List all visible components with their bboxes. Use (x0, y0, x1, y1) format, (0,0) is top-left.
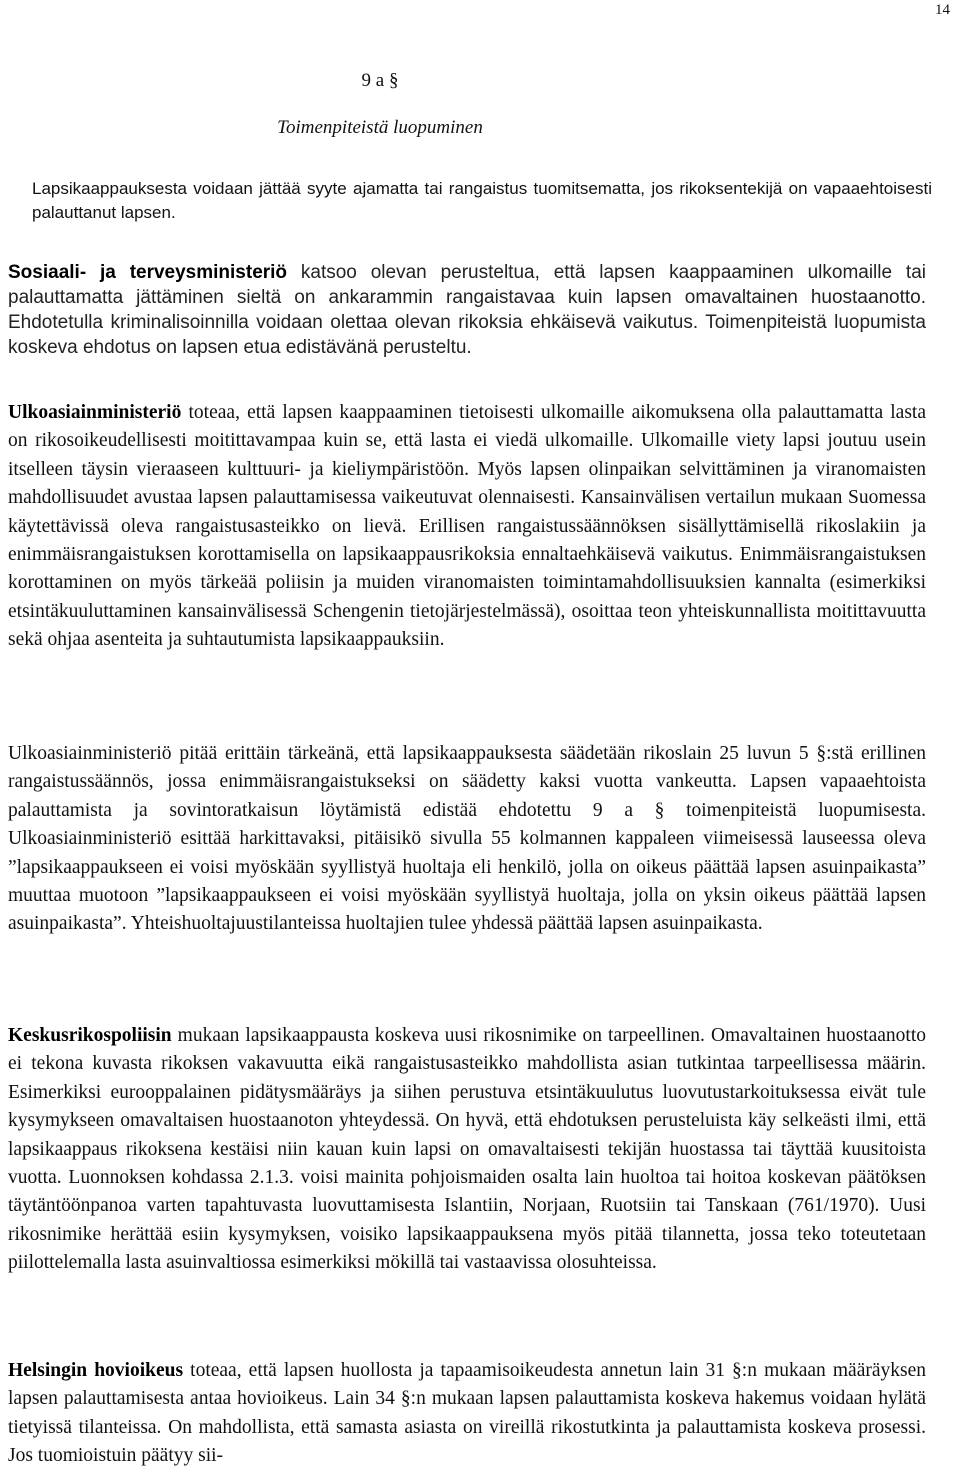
paragraph-ulkoasiainministerio-2 (8, 740, 926, 939)
paragraph-lead: Keskusrikospoliisin (8, 1025, 172, 1046)
paragraph-sosiaali-terveysministerio (8, 260, 926, 360)
section-title: Toimenpiteistä luopuminen (277, 117, 483, 138)
paragraph-keskusrikospoliisi (8, 1022, 926, 1278)
paragraph-text: toteaa, että lapsen huollosta ja tapaamisoikeudesta annetun lain 31 §:n mukaan määräyksen lapsen palauttamisesta antaa hovioikeus. Lain 34 §:n mukaan lapsen palauttamista koskeva hakemus voidaan hylätä tietyissä tilanteissa. On mahdollista, että samasta asiasta on vireillä rikostutkinta ja palauttamista koskeva prosessi. Jos tuomioistuin päätyy sii- (8, 1360, 927, 1467)
paragraph-lead: Ulkoasiainministeriö (8, 402, 182, 423)
paragraph-helsingin-hovioikeus (8, 1357, 926, 1471)
paragraph-text: Ulkoasiainministeriö pitää erittäin tärkeänä, että lapsikaappauksesta säädetään rikoslain 25 luvun 5 §:stä erillinen rangaistussäännös, jossa enimmäisrangaistukseksi on säädetty kaksi vuotta vankeutta. Lapsen vapaaehtoista palauttamista ja sovintoratkaisun löytämistä edistää ehdotettu 9 a § toimenpiteistä luopumisesta. Ulkoasiainministeriö esittää harkittavaksi, pitäisikö sivulla 55 kolmannen kappaleen viimeisessä lauseessa oleva ”lapsikaappaukseen ei voisi myöskään syyllistyä huoltaja eli henkilö, jolla on oikeus päättää lapsen asuinpaikasta” muuttaa muotoon ”lapsikaappaukseen ei voisi myöskään syyllistyä huoltaja, jolla on yksin oikeus päättää lapsen asuinpaikasta”. Yhteishuoltajuustilanteissa huoltajien tulee yhdessä päättää lapsen asuinpaikasta. (8, 743, 926, 935)
paragraph-lead: Helsingin hovioikeus (8, 1360, 184, 1381)
section-body-text: Lapsikaappauksesta voidaan jättää syyte ajamatta tai rangaistus tuomitsematta, jos rikoksentekijä on vapaaehtoisesti palauttanut lapsen. (32, 179, 932, 222)
paragraph-text: toteaa, että lapsen kaappaaminen tietoisesti ulkomaille aikomuksena olla palauttamatta lasta on rikosoikeudellisesti moitittavampaa kuin se, että lasta ei viedä ulkomaille. Ulkomaille viety lapsi joutuu usein itselleen täysin vieraaseen kulttuuri- ja kieliympäristöön. Myös lapsen olinpaikan selvittäminen ja viranomaisten mahdollisuudet avustaa lapsen palauttamisessa vaikeutuvat olennaisesti. Kansainvälisen vertailun mukaan Suomessa käytettävissä oleva rangaistusasteikko on lievä. Erillisen rangaistussäännöksen sisällyttämisellä rikoslakiin ja enimmäisrangaistuksen korottamisella on lapsikaappausrikoksia ennaltaehkäisevä vaikutus. Enimmäisrangaistuksen korottaminen on myös tärkeää poliisin ja muiden viranomaisten toimintamahdollisuuksien kannalta (esimerkiksi etsintäkuuluttaminen kansainvälisessä Schengenin tietojärjestelmässä), osoittaa teon yhteiskunnallista moitittavuutta sekä ohjaa asenteita ja suhtautumista lapsikaappauksiin. (8, 402, 926, 651)
paragraph-lead: Sosiaali- ja terveysministeriö (8, 262, 288, 283)
paragraph-text: mukaan lapsikaappausta koskeva uusi rikosnimike on tarpeellinen. Omavaltainen huostaanotto ei tekona kuvasta rikoksen vakavuutta eikä rangaistusasteikko mahdollista asian tutkintaa tarpeellisessa määrin. Esimerkiksi eurooppalainen pidätysmääräys ja siihen perustuva etsintäkuulutus luovutustarkoituksessa eivät tule kysymykseen omavaltaisen huostaanoton yhteydessä. On hyvä, että ehdotuksen perusteluista käy selkeästi ilmi, että lapsikaappaus rikoksena kestäisi niin kauan kuin lapsi on omavaltaisesti tekijän huostassa tai täyttää kuusitoista vuotta. Luonnoksen kohdassa 2.1.3. voisi mainita pohjoismaiden osalta lain huoltoa tai hoitoa koskevan päätöksen täytäntöönpanoa varten tapahtuvasta luovuttamisesta Islantiin, Norjaan, Ruotsiin tai Tanskaan (761/1970). Uusi rikosnimike herättää esiin kysymyksen, voisiko lapsikaappauksena myös pitää tilannetta, jossa teko toteutetaan piilottelemalla lasta asuinvaltiossa esimerkiksi mökillä tai vastaavissa olosuhteissa. (8, 1025, 926, 1274)
paragraph-ulkoasiainministerio (8, 399, 926, 655)
page-number: 14 (935, 2, 950, 18)
paragraph-text: katsoo olevan perusteltua, että lapsen kaappaaminen ulkomaille tai palauttamatta jättäminen sieltä on ankarammin rangaistavaa kuin lapsen omavaltainen huostaanotto. Ehdotetulla kriminalisoinnilla voidaan olettaa olevan rikoksia ehkäisevä vaikutus. Toimenpiteistä luopumista koskeva ehdotus on lapsen etua edistävänä perusteltu. (8, 262, 926, 358)
section-number: 9 a § (361, 70, 399, 91)
